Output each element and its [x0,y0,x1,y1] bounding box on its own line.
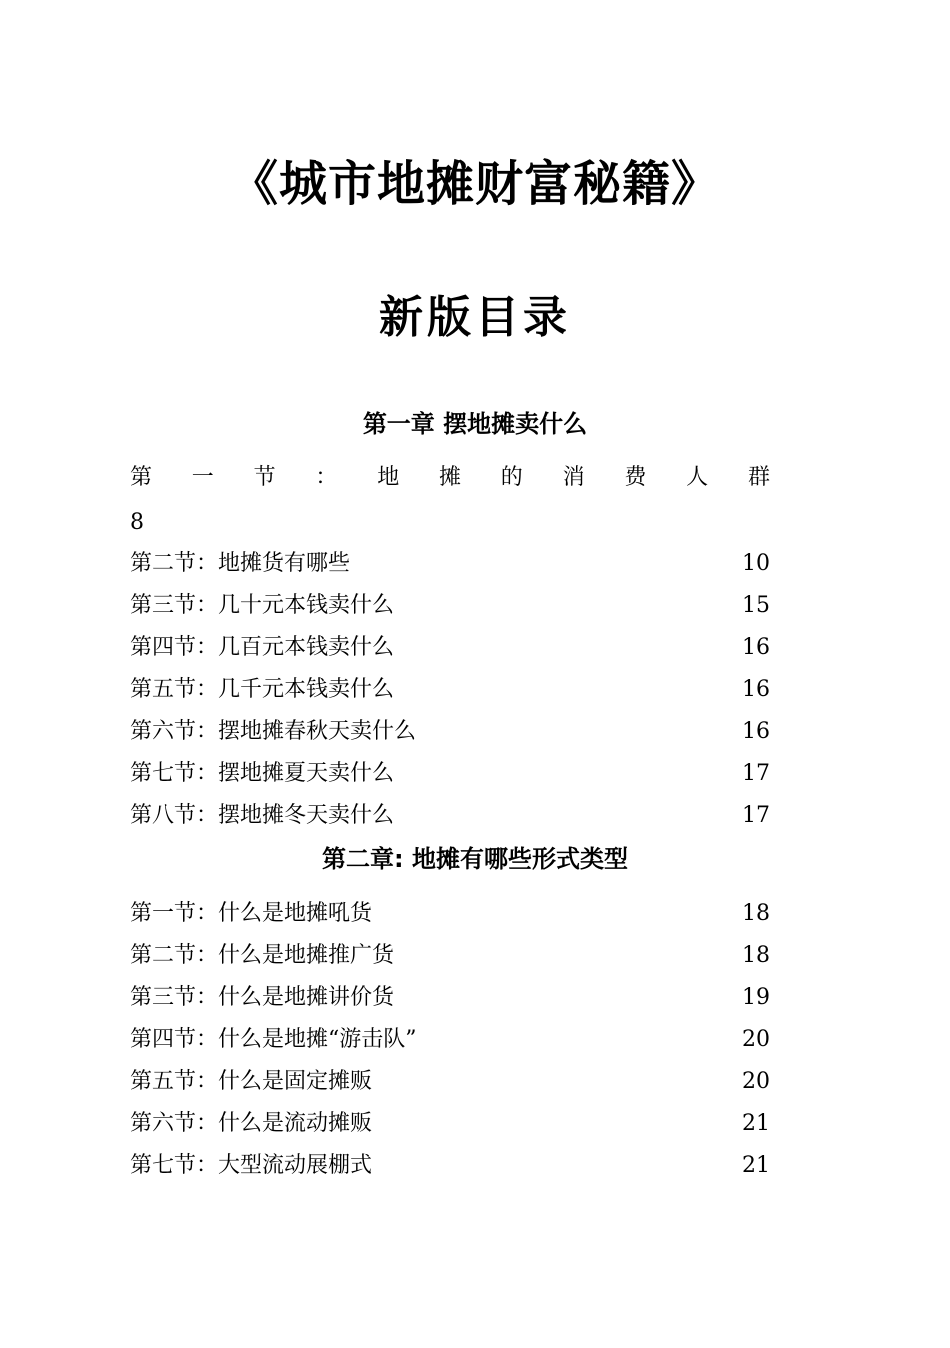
toc-entry-label: 第三节：几十元本钱卖什么 [130,593,395,618]
book-title: 《城市地摊财富秘籍》 [229,156,720,212]
toc-char: 第 [130,465,153,490]
toc-entry[interactable] [130,1107,770,1141]
toc-entry-label: 第四节：几百元本钱卖什么 [130,635,395,660]
toc-entry[interactable] [130,939,770,973]
toc-entry-page: 16 [742,635,770,660]
chapter-1-section-1-page: 8 [130,510,144,535]
toc-entry[interactable] [130,631,770,665]
toc-heading: 新版目录 [379,292,571,343]
toc-entry[interactable] [130,981,770,1015]
toc-entry[interactable] [130,673,770,707]
toc-char: 消 [562,465,585,490]
chapter-1-section-1-label[interactable] [130,461,770,495]
toc-entry-page: 17 [742,761,770,786]
toc-entry[interactable] [130,897,770,931]
toc-entry[interactable] [130,1023,770,1057]
toc-entry-label: 第六节：什么是流动摊贩 [130,1111,373,1136]
toc-entry-label: 第八节：摆地摊冬天卖什么 [130,803,395,828]
toc-entry-page: 10 [742,551,770,576]
toc-entry-page: 21 [742,1111,770,1136]
toc-char: 费 [624,465,647,490]
toc-entry-page: 21 [742,1153,770,1178]
toc-entry[interactable] [130,757,770,791]
toc-entry-page: 17 [742,803,770,828]
toc-entry-page: 15 [742,593,770,618]
toc-entry-page: 16 [742,719,770,744]
toc-entry-page: 19 [742,985,770,1010]
toc-char: 地 [377,465,400,490]
toc-char: 的 [500,465,523,490]
toc-char: 群 [747,465,770,490]
toc-char: 一 [191,465,214,490]
toc-entry[interactable] [130,589,770,623]
toc-entry[interactable] [130,547,770,581]
toc-entry[interactable] [130,715,770,749]
toc-entry-label: 第二节：什么是地摊推广货 [130,943,395,968]
toc-entry-label: 第一节：什么是地摊吼货 [130,901,373,926]
chapter-1-heading: 第一章 摆地摊卖什么 [362,410,588,438]
toc-entry-label: 第二节：地摊货有哪些 [130,551,351,576]
toc-entry[interactable] [130,1149,770,1183]
toc-entry-label: 第七节：摆地摊夏天卖什么 [130,761,395,786]
toc-entry-page: 20 [742,1069,770,1094]
toc-entry[interactable] [130,799,770,833]
toc-entry[interactable] [130,1065,770,1099]
toc-entry-label: 第四节：什么是地摊“游击队” [130,1027,417,1052]
toc-entry-page: 18 [742,901,770,926]
toc-entry-label: 第七节：大型流动展棚式 [130,1153,373,1178]
toc-char: 节 [253,465,276,490]
toc-char: ： [315,465,338,490]
toc-char: 摊 [438,465,461,490]
toc-entry-label: 第三节：什么是地摊讲价货 [130,985,395,1010]
toc-entry-label: 第五节：几千元本钱卖什么 [130,677,395,702]
toc-entry-label: 第五节：什么是固定摊贩 [130,1069,373,1094]
toc-entry-page: 18 [742,943,770,968]
toc-entry-label: 第六节：摆地摊春秋天卖什么 [130,719,417,744]
chapter-2-heading: 第二章: 地摊有哪些形式类型 [322,845,628,873]
toc-entry-page: 20 [742,1027,770,1052]
toc-char: 人 [686,465,709,490]
toc-entry-page: 16 [742,677,770,702]
